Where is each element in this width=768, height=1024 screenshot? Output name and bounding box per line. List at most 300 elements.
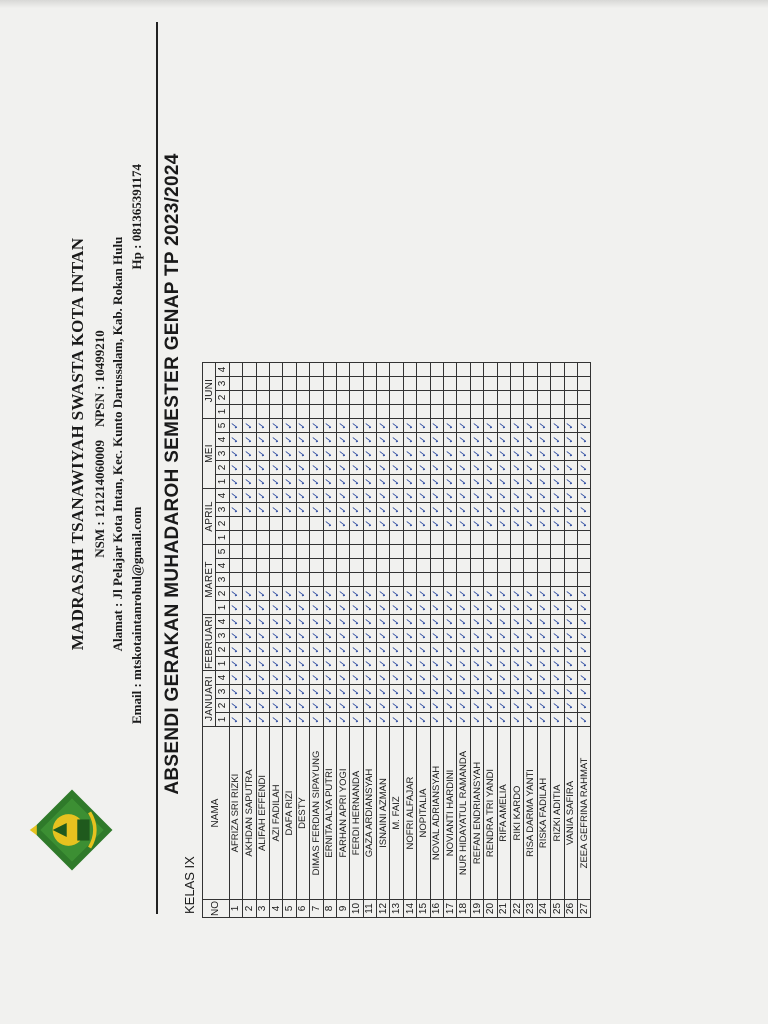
attendance-cell: ✓ xyxy=(269,685,282,699)
attendance-cell: ✓ xyxy=(470,643,483,657)
attendance-cell: ✓ xyxy=(403,601,416,615)
attendance-cell xyxy=(537,377,550,391)
attendance-cell xyxy=(484,559,497,573)
attendance-cell xyxy=(457,531,470,545)
attendance-cell: ✓ xyxy=(269,615,282,629)
attendance-cell: ✓ xyxy=(363,671,376,685)
attendance-cell: ✓ xyxy=(296,629,309,643)
attendance-cell: ✓ xyxy=(430,657,443,671)
attendance-cell: ✓ xyxy=(363,517,376,531)
attendance-cell: ✓ xyxy=(229,685,242,699)
attendance-cell: ✓ xyxy=(243,433,256,447)
month-header: FEBRUARI xyxy=(203,616,215,669)
attendance-cell: ✓ xyxy=(470,475,483,489)
student-number: 26 xyxy=(564,900,577,918)
attendance-cell: ✓ xyxy=(524,461,537,475)
scanner-edge xyxy=(0,0,768,8)
attendance-cell xyxy=(283,573,296,587)
attendance-cell xyxy=(350,545,363,559)
attendance-cell: ✓ xyxy=(444,713,457,727)
attendance-cell xyxy=(256,517,269,531)
attendance-cell xyxy=(537,363,550,377)
attendance-cell xyxy=(430,405,443,419)
attendance-cell xyxy=(524,531,537,545)
attendance-cell: ✓ xyxy=(524,671,537,685)
meeting-number: 5 xyxy=(216,419,229,433)
student-number: 5 xyxy=(283,900,296,918)
student-row xyxy=(336,363,349,918)
student-row xyxy=(470,363,483,918)
attendance-cell xyxy=(470,559,483,573)
attendance-cell: ✓ xyxy=(564,517,577,531)
student-number: 6 xyxy=(296,900,309,918)
attendance-cell xyxy=(470,363,483,377)
attendance-cell xyxy=(510,559,523,573)
attendance-cell xyxy=(484,405,497,419)
attendance-cell xyxy=(243,559,256,573)
attendance-cell: ✓ xyxy=(510,587,523,601)
student-row xyxy=(417,363,430,918)
student-number: 3 xyxy=(256,900,269,918)
attendance-cell: ✓ xyxy=(457,461,470,475)
attendance-cell xyxy=(229,391,242,405)
attendance-cell: ✓ xyxy=(377,461,390,475)
attendance-cell xyxy=(350,377,363,391)
attendance-cell: ✓ xyxy=(310,503,323,517)
attendance-cell: ✓ xyxy=(377,713,390,727)
attendance-cell: ✓ xyxy=(296,699,309,713)
attendance-cell: ✓ xyxy=(417,643,430,657)
attendance-cell xyxy=(310,531,323,545)
attendance-cell xyxy=(417,559,430,573)
student-row xyxy=(323,363,336,918)
attendance-cell xyxy=(524,377,537,391)
attendance-cell: ✓ xyxy=(577,419,590,433)
attendance-cell: ✓ xyxy=(243,419,256,433)
attendance-cell: ✓ xyxy=(457,433,470,447)
attendance-cell xyxy=(577,545,590,559)
attendance-cell: ✓ xyxy=(256,461,269,475)
attendance-document xyxy=(14,14,754,934)
attendance-cell: ✓ xyxy=(283,433,296,447)
attendance-cell: ✓ xyxy=(363,601,376,615)
attendance-cell: ✓ xyxy=(283,587,296,601)
attendance-cell xyxy=(296,517,309,531)
attendance-cell: ✓ xyxy=(551,503,564,517)
attendance-cell: ✓ xyxy=(564,489,577,503)
meeting-number: 3 xyxy=(216,503,229,517)
attendance-cell: ✓ xyxy=(524,503,537,517)
attendance-cell: ✓ xyxy=(390,685,403,699)
attendance-cell: ✓ xyxy=(229,433,242,447)
attendance-cell xyxy=(363,545,376,559)
attendance-cell: ✓ xyxy=(229,601,242,615)
attendance-cell xyxy=(403,405,416,419)
attendance-cell xyxy=(510,391,523,405)
attendance-cell: ✓ xyxy=(336,433,349,447)
student-number: 1 xyxy=(229,900,242,918)
meeting-number: 2 xyxy=(216,587,229,601)
name-column-header: NAMA xyxy=(203,727,230,900)
attendance-cell: ✓ xyxy=(537,685,550,699)
attendance-cell: ✓ xyxy=(336,475,349,489)
attendance-cell xyxy=(336,405,349,419)
student-row xyxy=(497,363,510,918)
attendance-cell xyxy=(296,377,309,391)
attendance-cell: ✓ xyxy=(444,419,457,433)
letterhead xyxy=(14,14,164,934)
attendance-cell: ✓ xyxy=(296,503,309,517)
attendance-cell xyxy=(350,405,363,419)
attendance-cell xyxy=(403,377,416,391)
attendance-cell: ✓ xyxy=(510,461,523,475)
attendance-cell xyxy=(390,405,403,419)
attendance-cell: ✓ xyxy=(363,587,376,601)
attendance-cell: ✓ xyxy=(564,699,577,713)
attendance-cell xyxy=(256,391,269,405)
attendance-cell: ✓ xyxy=(497,419,510,433)
attendance-cell: ✓ xyxy=(430,601,443,615)
attendance-cell xyxy=(256,363,269,377)
attendance-cell: ✓ xyxy=(229,713,242,727)
attendance-cell: ✓ xyxy=(390,433,403,447)
attendance-cell: ✓ xyxy=(564,713,577,727)
attendance-cell: ✓ xyxy=(484,629,497,643)
attendance-cell: ✓ xyxy=(537,447,550,461)
attendance-cell xyxy=(243,363,256,377)
attendance-cell: ✓ xyxy=(350,713,363,727)
attendance-cell xyxy=(417,363,430,377)
attendance-cell xyxy=(243,405,256,419)
meeting-number: 3 xyxy=(216,573,229,587)
attendance-cell: ✓ xyxy=(296,461,309,475)
attendance-cell: ✓ xyxy=(323,643,336,657)
attendance-cell: ✓ xyxy=(444,461,457,475)
attendance-cell xyxy=(363,391,376,405)
attendance-cell xyxy=(323,391,336,405)
attendance-cell xyxy=(444,377,457,391)
attendance-cell: ✓ xyxy=(457,587,470,601)
attendance-cell: ✓ xyxy=(229,419,242,433)
attendance-cell: ✓ xyxy=(336,629,349,643)
attendance-cell: ✓ xyxy=(564,601,577,615)
attendance-cell: ✓ xyxy=(269,601,282,615)
attendance-cell xyxy=(269,363,282,377)
attendance-cell: ✓ xyxy=(524,615,537,629)
attendance-cell: ✓ xyxy=(296,615,309,629)
attendance-cell: ✓ xyxy=(390,643,403,657)
attendance-cell xyxy=(470,573,483,587)
attendance-cell: ✓ xyxy=(229,671,242,685)
attendance-cell: ✓ xyxy=(417,461,430,475)
attendance-cell xyxy=(269,405,282,419)
attendance-cell: ✓ xyxy=(417,489,430,503)
document-title: ABSENDI GERAKAN MUHADAROH SEMESTER GENAP TP 2023/2024 xyxy=(162,153,183,795)
attendance-cell: ✓ xyxy=(444,517,457,531)
attendance-cell: ✓ xyxy=(551,489,564,503)
attendance-cell: ✓ xyxy=(577,517,590,531)
attendance-cell: ✓ xyxy=(564,503,577,517)
student-number: 7 xyxy=(310,900,323,918)
attendance-cell: ✓ xyxy=(444,615,457,629)
attendance-cell: ✓ xyxy=(310,657,323,671)
attendance-cell: ✓ xyxy=(457,489,470,503)
attendance-cell xyxy=(457,405,470,419)
attendance-cell: ✓ xyxy=(417,601,430,615)
attendance-cell xyxy=(323,573,336,587)
attendance-cell xyxy=(577,573,590,587)
attendance-cell xyxy=(551,363,564,377)
meeting-number: 2 xyxy=(216,643,229,657)
attendance-cell xyxy=(229,545,242,559)
attendance-cell: ✓ xyxy=(283,419,296,433)
meeting-number: 1 xyxy=(216,713,229,727)
attendance-cell: ✓ xyxy=(296,671,309,685)
attendance-cell xyxy=(296,405,309,419)
attendance-cell: ✓ xyxy=(497,601,510,615)
attendance-cell xyxy=(363,559,376,573)
attendance-cell: ✓ xyxy=(577,713,590,727)
attendance-cell xyxy=(564,531,577,545)
student-name: RIKI KARDO xyxy=(510,727,523,900)
attendance-cell xyxy=(377,363,390,377)
attendance-cell: ✓ xyxy=(269,587,282,601)
attendance-cell xyxy=(377,573,390,587)
attendance-cell: ✓ xyxy=(256,643,269,657)
attendance-cell: ✓ xyxy=(497,461,510,475)
attendance-cell: ✓ xyxy=(470,629,483,643)
attendance-cell: ✓ xyxy=(377,419,390,433)
meeting-number: 5 xyxy=(216,545,229,559)
attendance-cell: ✓ xyxy=(510,699,523,713)
attendance-cell xyxy=(323,545,336,559)
attendance-cell: ✓ xyxy=(577,671,590,685)
attendance-cell xyxy=(256,573,269,587)
attendance-cell: ✓ xyxy=(296,447,309,461)
student-name: RISKA FADILAH xyxy=(537,727,550,900)
attendance-cell: ✓ xyxy=(470,489,483,503)
attendance-cell xyxy=(403,391,416,405)
attendance-cell xyxy=(403,363,416,377)
attendance-cell: ✓ xyxy=(497,587,510,601)
attendance-cell: ✓ xyxy=(484,461,497,475)
attendance-cell: ✓ xyxy=(457,685,470,699)
attendance-cell: ✓ xyxy=(377,615,390,629)
attendance-cell: ✓ xyxy=(457,629,470,643)
attendance-cell xyxy=(283,363,296,377)
attendance-cell: ✓ xyxy=(497,447,510,461)
attendance-cell: ✓ xyxy=(350,475,363,489)
attendance-cell: ✓ xyxy=(577,657,590,671)
attendance-cell: ✓ xyxy=(537,517,550,531)
attendance-cell xyxy=(497,391,510,405)
attendance-cell: ✓ xyxy=(256,671,269,685)
attendance-cell xyxy=(524,573,537,587)
attendance-cell: ✓ xyxy=(403,461,416,475)
attendance-cell xyxy=(537,559,550,573)
attendance-cell: ✓ xyxy=(417,517,430,531)
attendance-cell: ✓ xyxy=(537,489,550,503)
attendance-cell: ✓ xyxy=(457,671,470,685)
attendance-cell: ✓ xyxy=(524,475,537,489)
attendance-cell xyxy=(323,405,336,419)
school-phone: Hp : 081365391174 xyxy=(129,164,145,270)
attendance-cell xyxy=(336,573,349,587)
attendance-cell xyxy=(283,377,296,391)
attendance-cell: ✓ xyxy=(243,447,256,461)
attendance-cell: ✓ xyxy=(444,503,457,517)
attendance-cell: ✓ xyxy=(551,517,564,531)
student-row xyxy=(444,363,457,918)
attendance-cell: ✓ xyxy=(269,447,282,461)
attendance-cell xyxy=(323,531,336,545)
attendance-cell: ✓ xyxy=(283,713,296,727)
attendance-cell: ✓ xyxy=(296,419,309,433)
attendance-cell: ✓ xyxy=(551,601,564,615)
attendance-cell xyxy=(229,363,242,377)
attendance-cell: ✓ xyxy=(323,685,336,699)
kemenag-logo-icon xyxy=(28,786,116,874)
attendance-cell: ✓ xyxy=(430,587,443,601)
month-header-row xyxy=(203,363,216,918)
attendance-cell: ✓ xyxy=(537,671,550,685)
attendance-cell: ✓ xyxy=(296,601,309,615)
attendance-cell: ✓ xyxy=(229,615,242,629)
student-number: 14 xyxy=(403,900,416,918)
attendance-cell: ✓ xyxy=(243,615,256,629)
attendance-cell: ✓ xyxy=(403,503,416,517)
attendance-cell xyxy=(484,391,497,405)
attendance-cell: ✓ xyxy=(551,587,564,601)
meeting-number: 2 xyxy=(216,517,229,531)
attendance-cell xyxy=(430,377,443,391)
attendance-cell xyxy=(444,545,457,559)
attendance-cell: ✓ xyxy=(256,475,269,489)
attendance-cell: ✓ xyxy=(243,657,256,671)
student-row xyxy=(363,363,376,918)
school-npsn: NPSN : 10499210 xyxy=(91,330,107,428)
attendance-cell: ✓ xyxy=(551,713,564,727)
student-number: 13 xyxy=(390,900,403,918)
attendance-cell xyxy=(510,363,523,377)
attendance-cell: ✓ xyxy=(484,671,497,685)
attendance-cell xyxy=(470,377,483,391)
attendance-cell: ✓ xyxy=(430,475,443,489)
meeting-number: 2 xyxy=(216,699,229,713)
attendance-cell: ✓ xyxy=(417,433,430,447)
attendance-cell: ✓ xyxy=(283,461,296,475)
student-name: DIMAS FERDIAN SIPAYUNG xyxy=(310,727,323,900)
attendance-cell: ✓ xyxy=(484,433,497,447)
attendance-cell: ✓ xyxy=(336,615,349,629)
attendance-cell: ✓ xyxy=(457,601,470,615)
attendance-cell: ✓ xyxy=(403,657,416,671)
attendance-cell: ✓ xyxy=(310,447,323,461)
attendance-cell: ✓ xyxy=(577,643,590,657)
attendance-cell xyxy=(377,391,390,405)
attendance-cell: ✓ xyxy=(350,419,363,433)
attendance-cell: ✓ xyxy=(510,713,523,727)
attendance-cell: ✓ xyxy=(269,671,282,685)
attendance-cell: ✓ xyxy=(537,601,550,615)
attendance-cell xyxy=(564,377,577,391)
attendance-cell: ✓ xyxy=(444,447,457,461)
attendance-cell xyxy=(243,517,256,531)
attendance-cell xyxy=(350,559,363,573)
student-number: 22 xyxy=(510,900,523,918)
attendance-cell: ✓ xyxy=(403,629,416,643)
attendance-cell: ✓ xyxy=(363,461,376,475)
student-row xyxy=(403,363,416,918)
attendance-cell xyxy=(564,391,577,405)
attendance-cell: ✓ xyxy=(377,601,390,615)
attendance-cell: ✓ xyxy=(310,601,323,615)
month-header: JANUARI xyxy=(203,671,216,727)
attendance-cell: ✓ xyxy=(403,433,416,447)
attendance-cell xyxy=(377,377,390,391)
attendance-cell: ✓ xyxy=(350,587,363,601)
student-number: 2 xyxy=(243,900,256,918)
student-name: ISNAINI AZMAN xyxy=(377,727,390,900)
letterhead-text xyxy=(14,134,147,754)
attendance-cell xyxy=(564,545,577,559)
attendance-cell: ✓ xyxy=(269,419,282,433)
attendance-cell xyxy=(551,405,564,419)
attendance-cell xyxy=(430,531,443,545)
attendance-cell: ✓ xyxy=(377,517,390,531)
attendance-cell: ✓ xyxy=(310,475,323,489)
attendance-cell xyxy=(377,405,390,419)
attendance-cell: ✓ xyxy=(350,601,363,615)
attendance-cell: ✓ xyxy=(430,685,443,699)
attendance-cell xyxy=(283,517,296,531)
attendance-cell: ✓ xyxy=(350,643,363,657)
attendance-cell: ✓ xyxy=(350,433,363,447)
attendance-cell xyxy=(229,517,242,531)
meeting-number: 4 xyxy=(216,671,229,685)
attendance-cell xyxy=(457,363,470,377)
attendance-cell: ✓ xyxy=(283,699,296,713)
attendance-cell: ✓ xyxy=(350,657,363,671)
student-number: 16 xyxy=(430,900,443,918)
attendance-cell xyxy=(577,377,590,391)
attendance-cell: ✓ xyxy=(323,475,336,489)
attendance-cell xyxy=(497,377,510,391)
attendance-cell xyxy=(256,531,269,545)
student-number: 25 xyxy=(551,900,564,918)
attendance-cell: ✓ xyxy=(363,489,376,503)
student-row xyxy=(484,363,497,918)
attendance-cell: ✓ xyxy=(283,489,296,503)
meeting-number: 3 xyxy=(216,629,229,643)
attendance-cell xyxy=(417,377,430,391)
attendance-cell: ✓ xyxy=(403,419,416,433)
attendance-cell: ✓ xyxy=(229,489,242,503)
attendance-cell: ✓ xyxy=(497,685,510,699)
attendance-cell xyxy=(256,559,269,573)
attendance-cell: ✓ xyxy=(363,447,376,461)
attendance-cell: ✓ xyxy=(564,685,577,699)
attendance-cell: ✓ xyxy=(256,601,269,615)
attendance-cell: ✓ xyxy=(417,419,430,433)
attendance-cell: ✓ xyxy=(229,657,242,671)
attendance-cell: ✓ xyxy=(390,517,403,531)
attendance-cell: ✓ xyxy=(470,419,483,433)
attendance-cell: ✓ xyxy=(430,447,443,461)
attendance-cell: ✓ xyxy=(457,643,470,657)
attendance-cell xyxy=(444,405,457,419)
attendance-cell: ✓ xyxy=(551,615,564,629)
